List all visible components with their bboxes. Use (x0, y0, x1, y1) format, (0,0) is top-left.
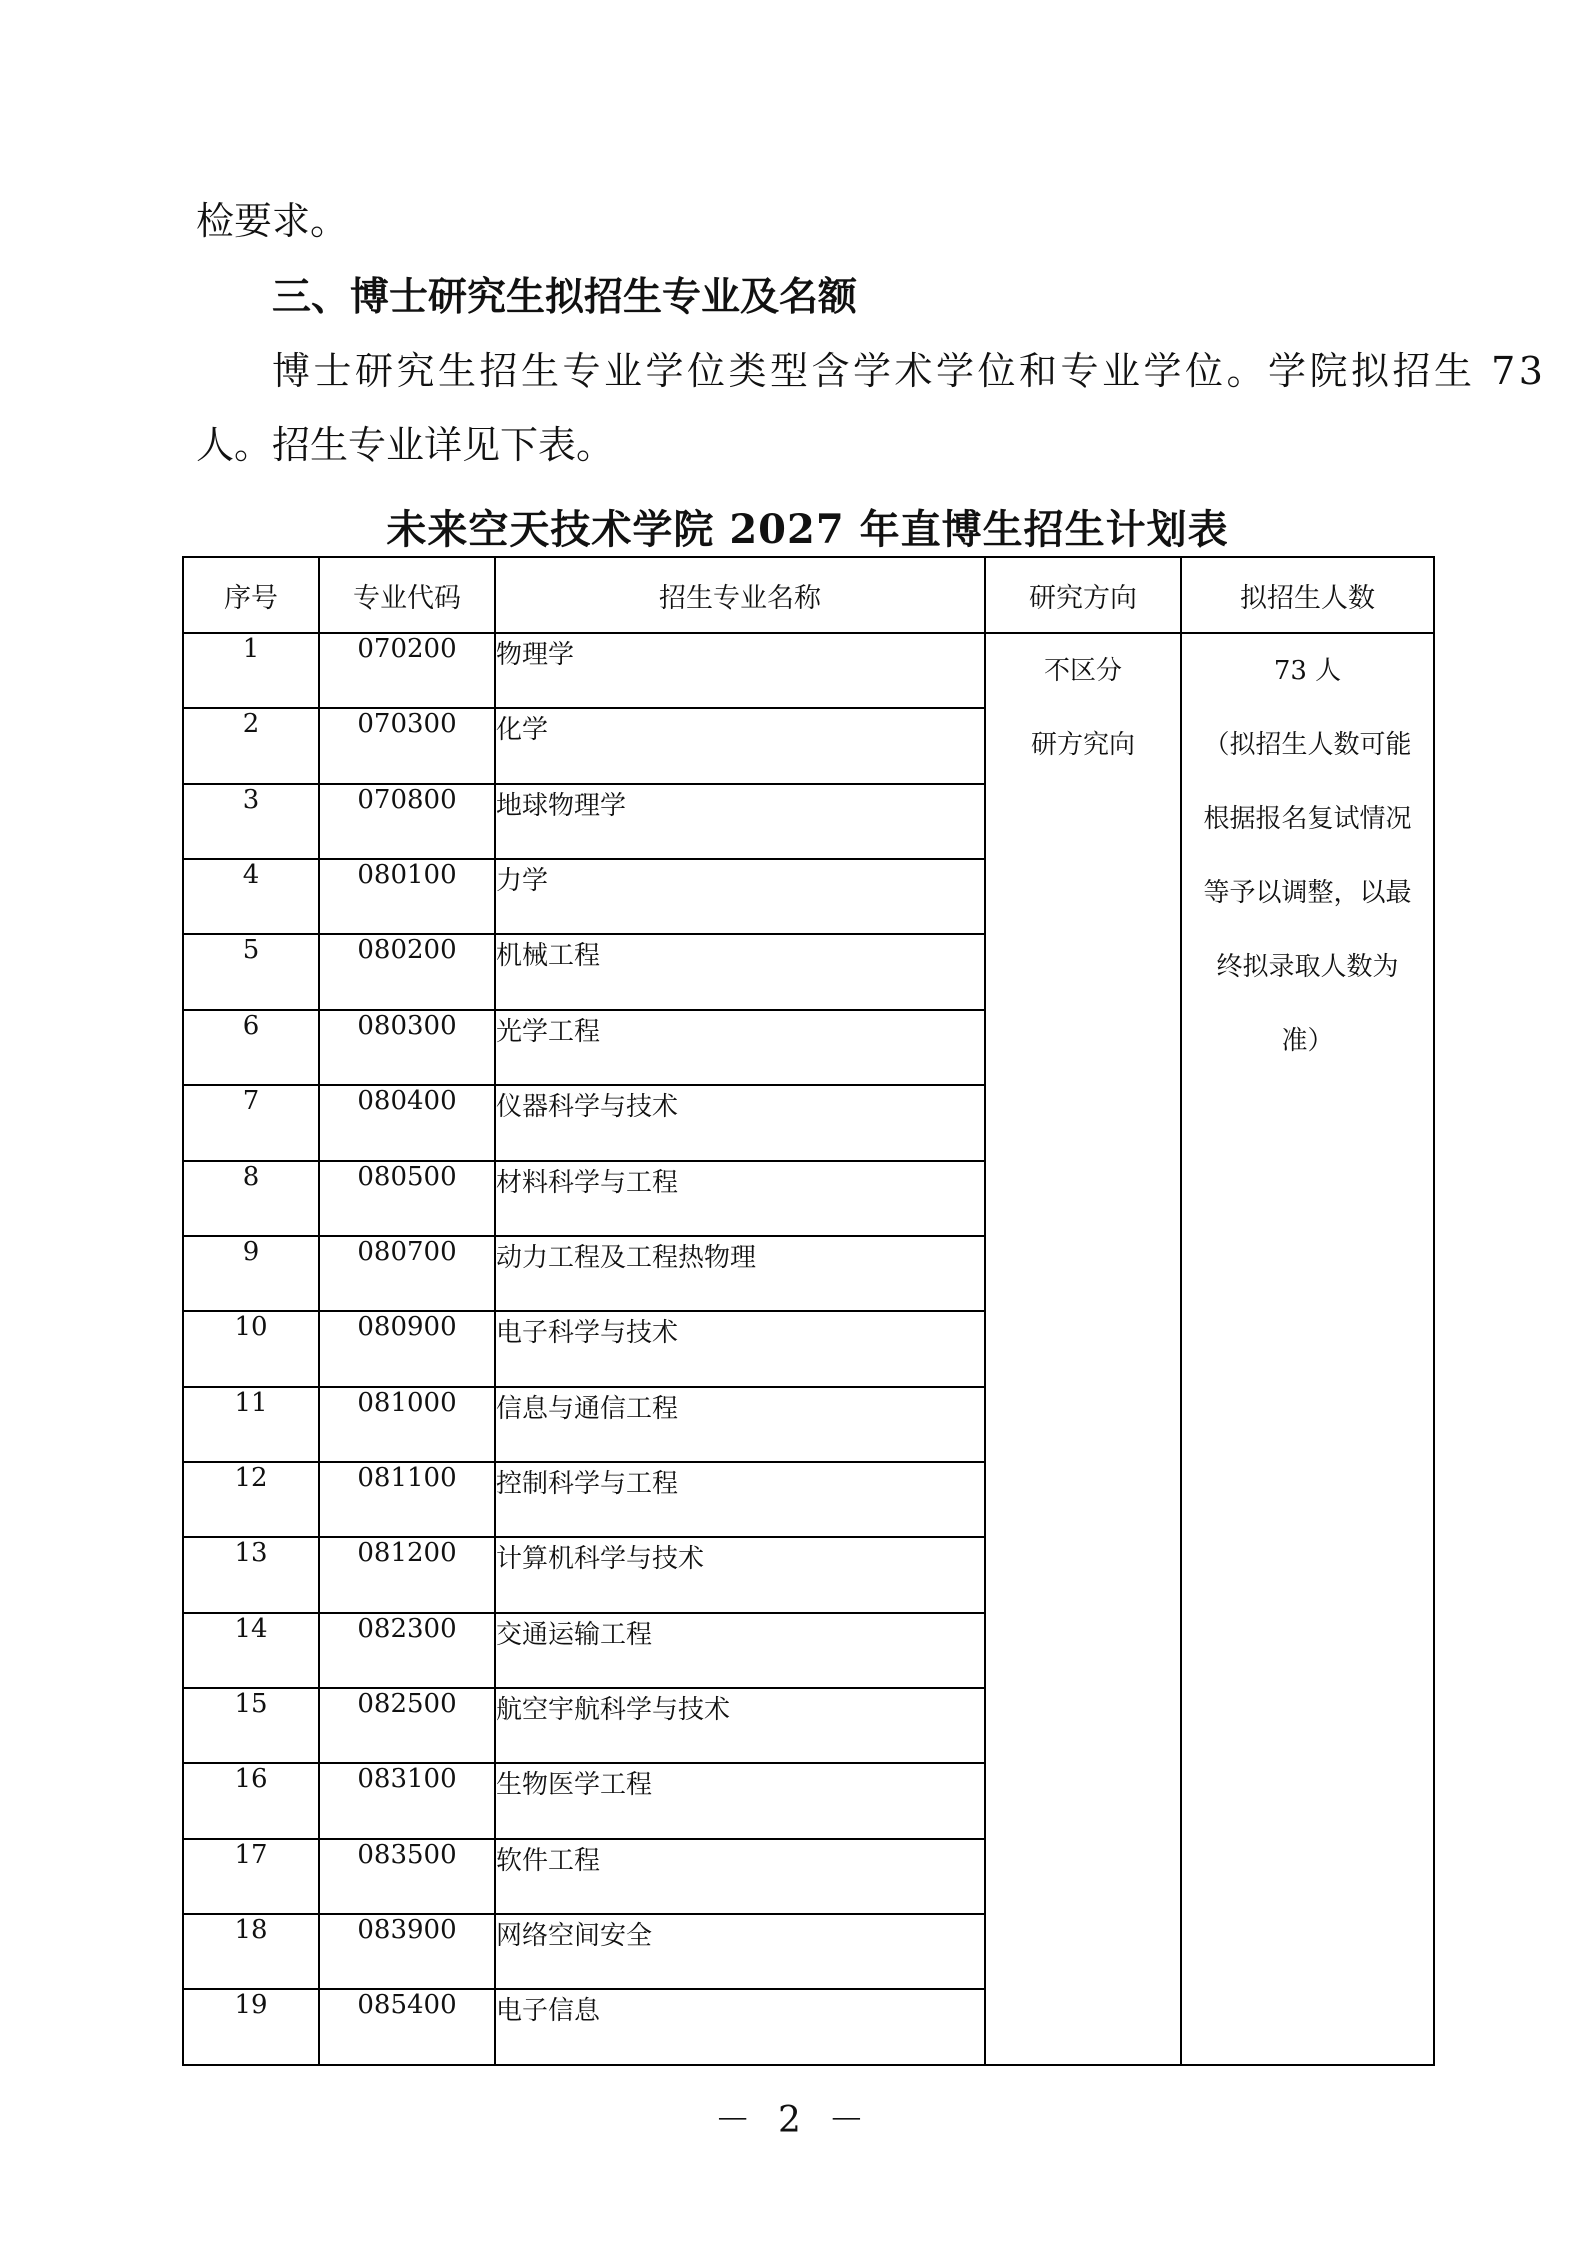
paragraph-continuation: 检要求。 (196, 199, 349, 243)
cell-code: 080100 (319, 859, 495, 934)
header-quota: 拟招生人数 (1181, 557, 1434, 633)
page-number: － 2 － (714, 2100, 873, 2141)
header-code: 专业代码 (319, 557, 495, 633)
cell-seq: 17 (183, 1839, 319, 1914)
cell-seq: 11 (183, 1387, 319, 1462)
cell-major-name: 物理学 (495, 633, 985, 708)
cell-major-name: 软件工程 (495, 1839, 985, 1914)
cell-seq: 6 (183, 1010, 319, 1085)
cell-code: 081000 (319, 1387, 495, 1462)
cell-major-name: 地球物理学 (495, 784, 985, 859)
table-body (183, 633, 1434, 2065)
cell-major-name: 仪器科学与技术 (495, 1085, 985, 1160)
cell-seq: 16 (183, 1763, 319, 1838)
cell-seq: 15 (183, 1688, 319, 1763)
cell-major-name: 光学工程 (495, 1010, 985, 1085)
cell-major-name: 电子科学与技术 (495, 1311, 985, 1386)
header-direction: 研究方向 (985, 557, 1181, 633)
cell-major-name: 化学 (495, 708, 985, 783)
cell-code: 080300 (319, 1010, 495, 1085)
cell-seq: 4 (183, 859, 319, 934)
direction-line: 不区分 (1043, 656, 1122, 686)
cell-direction (985, 633, 1181, 2065)
cell-code: 082300 (319, 1613, 495, 1688)
cell-seq: 10 (183, 1311, 319, 1386)
intro-paragraph-line-2: 人。招生专业详见下表。 (196, 423, 615, 467)
quota-line: 等予以调整，以最 (1203, 878, 1412, 908)
header-major-name: 招生专业名称 (495, 557, 985, 633)
cell-code: 070800 (319, 784, 495, 859)
cell-seq: 14 (183, 1613, 319, 1688)
table-caption: 未来空天技术学院 2027 年直博生招生计划表 (386, 506, 1229, 553)
cell-code: 080200 (319, 934, 495, 1009)
cell-major-name: 材料科学与工程 (495, 1161, 985, 1236)
quota-line: 73 人 (1273, 656, 1342, 686)
cell-seq: 19 (183, 1989, 319, 2065)
cell-code: 081100 (319, 1462, 495, 1537)
cell-code: 070200 (319, 633, 495, 708)
cell-major-name: 信息与通信工程 (495, 1387, 985, 1462)
quota-line: 根据报名复试情况 (1203, 804, 1412, 834)
table-row (183, 633, 1434, 708)
cell-seq: 3 (183, 784, 319, 859)
section-heading: 三、博士研究生拟招生专业及名额 (272, 275, 858, 320)
cell-major-name: 航空宇航科学与技术 (495, 1688, 985, 1763)
cell-code: 081200 (319, 1537, 495, 1612)
cell-seq: 18 (183, 1914, 319, 1989)
cell-code: 083500 (319, 1839, 495, 1914)
enrollment-plan-table (182, 556, 1435, 2066)
cell-major-name: 交通运输工程 (495, 1613, 985, 1688)
cell-major-name: 生物医学工程 (495, 1763, 985, 1838)
cell-code: 083100 (319, 1763, 495, 1838)
cell-code: 082500 (319, 1688, 495, 1763)
direction-line: 研方究向 (1030, 730, 1135, 760)
cell-seq: 5 (183, 934, 319, 1009)
cell-major-name: 控制科学与工程 (495, 1462, 985, 1537)
cell-major-name: 电子信息 (495, 1989, 985, 2065)
cell-code: 080500 (319, 1161, 495, 1236)
intro-paragraph-line-1: 博士研究生招生专业学位类型含学术学位和专业学位。学院拟招生 73 (272, 349, 1547, 393)
cell-seq: 13 (183, 1537, 319, 1612)
cell-seq: 2 (183, 708, 319, 783)
cell-code: 070300 (319, 708, 495, 783)
cell-major-name: 动力工程及工程热物理 (495, 1236, 985, 1311)
cell-code: 085400 (319, 1989, 495, 2065)
cell-quota (1181, 633, 1434, 2065)
cell-major-name: 机械工程 (495, 934, 985, 1009)
cell-major-name: 力学 (495, 859, 985, 934)
cell-seq: 8 (183, 1161, 319, 1236)
cell-code: 080900 (319, 1311, 495, 1386)
header-seq: 序号 (183, 557, 319, 633)
cell-seq: 7 (183, 1085, 319, 1160)
cell-code: 080400 (319, 1085, 495, 1160)
cell-seq: 9 (183, 1236, 319, 1311)
cell-major-name: 计算机科学与技术 (495, 1537, 985, 1612)
cell-code: 083900 (319, 1914, 495, 1989)
quota-line: （拟招生人数可能 (1203, 730, 1412, 760)
cell-major-name: 网络空间安全 (495, 1914, 985, 1989)
cell-seq: 12 (183, 1462, 319, 1537)
table-header-row (183, 557, 1434, 633)
cell-code: 080700 (319, 1236, 495, 1311)
cell-seq: 1 (183, 633, 319, 708)
quota-line: 准） (1281, 1026, 1334, 1056)
quota-line: 终拟录取人数为 (1216, 952, 1399, 982)
